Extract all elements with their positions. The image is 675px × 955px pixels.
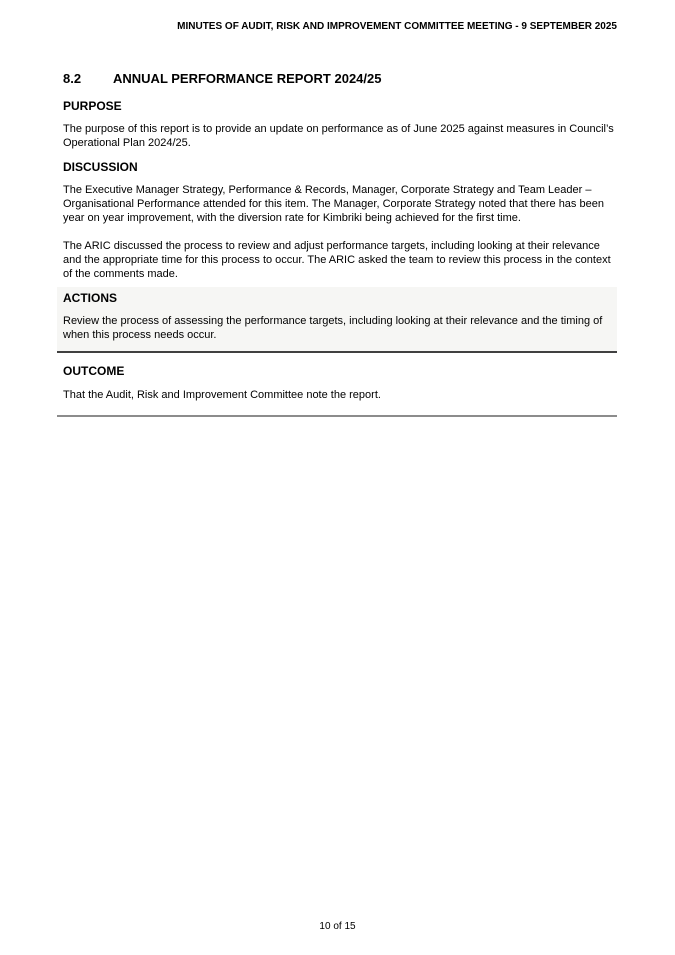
discussion-heading: DISCUSSION: [63, 160, 138, 174]
outcome-section: [63, 365, 617, 417]
item-number: 8.2: [63, 71, 82, 86]
discussion-paragraph-2: The ARIC discussed the process to review and adjust performance targets, including looking at their relevance and the appropriate time for this process to occur. The ARIC asked the team to review this process in the context of the comments made.: [63, 240, 611, 280]
outcome-paragraph: That the Audit, Risk and Improvement Committee note the report.: [63, 389, 381, 401]
purpose-section: [63, 100, 617, 150]
item-title-row: [63, 71, 617, 86]
actions-section: [57, 287, 617, 353]
running-header: MINUTES OF AUDIT, RISK AND IMPROVEMENT COMMITTEE MEETING - 9 SEPTEMBER 2025: [177, 21, 617, 32]
item-title: ANNUAL PERFORMANCE REPORT 2024/25: [113, 71, 382, 86]
purpose-paragraph: The purpose of this report is to provide an update on performance as of June 2025 against measures in Council’s Operational Plan 2024/25.: [63, 123, 614, 149]
actions-paragraph: Review the process of assessing the performance targets, including looking at their relevance and the timing of when this process needs occur.: [63, 315, 603, 341]
outcome-rule: [57, 415, 617, 417]
actions-heading: ACTIONS: [63, 291, 117, 305]
document-body: [63, 65, 617, 417]
discussion-paragraph-1: The Executive Manager Strategy, Performance & Records, Manager, Corporate Strategy and Team Leader – Organisational Performance attended for this item. The Manager, Corporate Strategy noted that there has been year on year improvement, with the diversion rate for Kimbriki being achieved for the first time.: [63, 184, 604, 224]
discussion-section: [63, 161, 617, 281]
page-number: 10 of 15: [319, 921, 356, 932]
purpose-heading: PURPOSE: [63, 99, 122, 113]
outcome-heading: OUTCOME: [63, 364, 125, 378]
